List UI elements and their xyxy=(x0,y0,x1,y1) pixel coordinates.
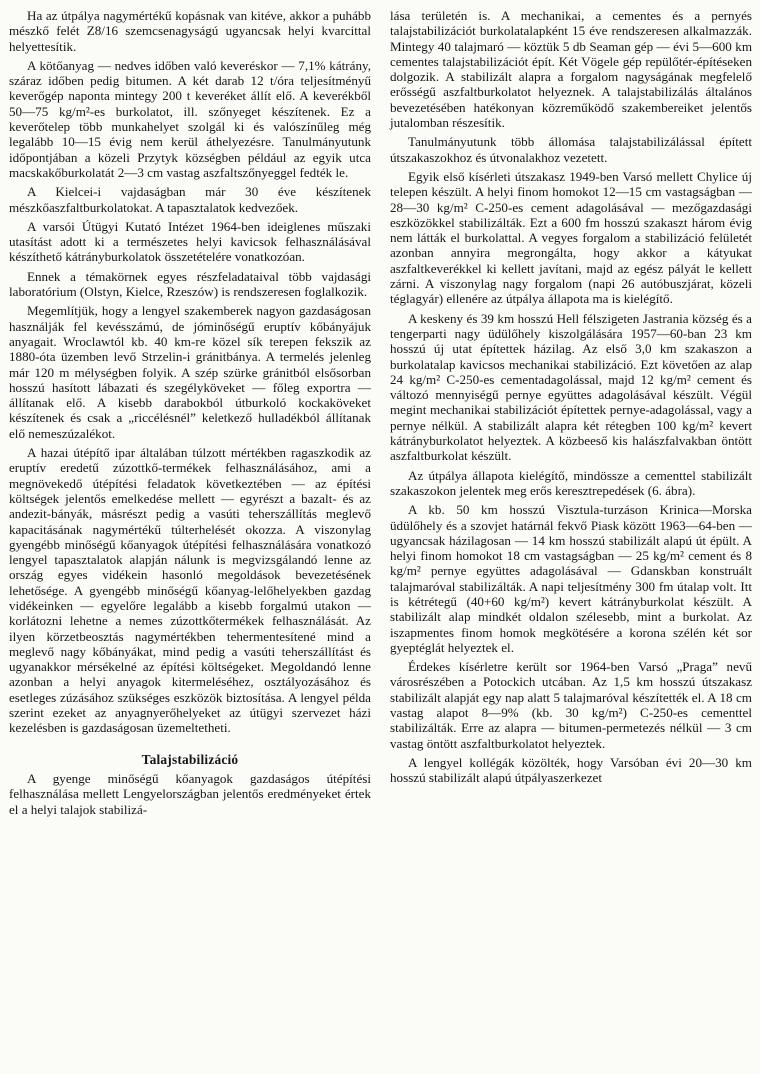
paragraph: Megemlítjük, hogy a lengyel szakemberek nagyon gazdaságosan használják fel kevésszámú, de jóminőségű eruptív kőbányájuk anyagait. Wroclawtól kb. 40 km-re közel sík terepen fekszik az 1880-óta üzemben levő Strzelin-i gránitbánya. A termelés jelenleg már 120 m mélységben folyik. A szép szürke gránitból elsősorban hosszú hasított lábazati és szegélyköveket — főleg exportra — állítanak elő. A kisebb darabokból útburkoló kockaköveket készítenek és csak a „riccélésnél” keletkező hulladékból állítanak elő nemeszúzalékot. xyxy=(9,303,371,441)
paragraph: Ennek a témakörnek egyes részfeladataival több vajdasági laboratórium (Olstyn, Kielce, Rzeszów) is rendszeresen foglalkozik. xyxy=(9,268,371,300)
section-heading: Talajstabilizáció xyxy=(141,751,239,767)
right-column xyxy=(390,8,752,790)
paragraph: Tanulmányutunk több állomása talajstabilizálással épített útszakaszokhoz és útvonalakhoz vezetett. xyxy=(390,134,752,165)
paragraph: A gyenge minőségű kőanyagok gazdaságos útépítési felhasználása mellett Lengyelországban jelentős eredményeket értek el a helyi talajok stabilizá- xyxy=(9,770,371,817)
paragraph: A kb. 50 km hosszú Visztula-turzáson Krinica—Morska üdülőhely és a szovjet határnál fekvő Piask között 1963—64-ben — ugyancsak házilagosan — 14 km hosszú stabilizált alapú út épült. A helyi finom homokot 18 cm vastagságban — 25 kg/m² cement és 8 kg/m² pernye együttes adagolásával — Gdanskban konstruált talajmaróval stabilizálták. A napi teljesítmény 300 fm útalap volt. Itt is kétrétegű (40+60 kg/m²) kevert kátrányburkolat készült. A stabilizált alap mindkét oldalon szélesebb, mint a burkolat. Az iszapmentes finom homok megkötésére a korona szélén két sor gyeptéglát helyeztek el. xyxy=(390,502,752,655)
paragraph: A keskeny és 39 km hosszú Hell félszigeten Jastrania község és a tengerparti nagy üdülőhely kiszolgálására 1957—60-ban 23 km hosszú új utat építettek házilag. Az első 3,0 km szakaszon a burkolatalap kavicsos mechanikai stabilizáció. Ezt követően az alap 24 kg/m² C-250-es cementadagolással, majd 12 kg/m² cement és változó mennyiségű pernye együttes adagolásával készült. Végül megint mechanikai stabilizációt építettek pernye-adagolással, vagy a pernye nélkül. A stabilizált alapra két rétegben 100 kg/m² kevert kátrányburkolatot helyeztek. A közbeeső kis halászfalvakban öntött aszfaltburkolat készült. xyxy=(390,310,752,464)
paragraph: lása területén is. A mechanikai, a cementes és a pernyés talajstabilizációt burkolatalapként 15 éve rendszeresen alkalmazzák. Mintegy 40 talajmaró — köztük 5 db Seaman gép — évi 5—600 km cementes talajstabilizációt épít. Két Vögele gép repülőtér-építéseken dolgozik. A stabilizált alapra a forgalom nagyságának megfelelő erősségű aszfaltburkolatot helyeznek. A talajstabilizálás általános bevezetésében hatékonyan közreműködő szakembereiket jelentős jutalomban részesítik. xyxy=(390,8,752,131)
paragraph: Ha az útpálya nagymértékű kopásnak van kitéve, akkor a puhább mészkő felét Z8/16 szemcsenagyságú ugyancsak helyi kvarcittal helyettesítik. xyxy=(9,8,371,54)
paragraph: Érdekes kísérletre került sor 1964-ben Varsó „Praga” nevű városrészében a Potockich utcában. Az 1,5 km hosszú útszakasz stabilizált alapját egy nap alatt 5 talajmaróval készítették el. A 18 cm vastag alapot 8—9% (kb. 30 kg/m²) C-250-es cementtel stabilizálták. Erre az alapra — bitumen-permetezés nélkül — 3 cm vastag öntött aszfaltburkolatot helyeztek. xyxy=(390,659,752,751)
paragraph: A kötőanyag — nedves időben való keveréskor — 7,1% kátrány, száraz időben pedig bitumen. A két darab 12 t/óra teljesítményű keverőgép naponta mintegy 200 t keveréket állít elő. A keverékből 50—75 kg/m²-es burkolatot, ill. szőnyeget készítenek. Ez a keverőtelep több munkahelyet szolgál ki és valószínűleg még legalább 10—15 évig nem kerül áthelyezésre. Tanulmányutunk időpontjában a közeli Przytyk községben például az egyik utca macskakőburkolatát 2—3 cm vastag aszfaltszőnyeggel fedték le. xyxy=(9,57,371,180)
left-column xyxy=(9,8,371,821)
paragraph: A lengyel kollégák közölték, hogy Varsóban évi 20—30 km hosszú stabilizált alapú útpályaszerkezet xyxy=(390,754,752,786)
paragraph: A varsói Útügyi Kutató Intézet 1964-ben ideiglenes műszaki utasítást adott ki a természetes helyi kavicsok felhasználásával készíthető kátrányburkolatok összetételére vonatkozóan. xyxy=(9,218,371,265)
paragraph: Egyik első kísérleti útszakasz 1949-ben Varsó mellett Chylice új telepen készült. A helyi finom homokot 12—15 cm vastagságban — 28—30 kg/m² C-250-es cement adagolásával — mezőgazdasági eszközökkel stabilizálták. Ezt a 600 fm hosszú szakaszt három évig nem látták el burkolattal. A vegyes forgalom a stabilizáció felületét azonban annyira megrongálta, hogy akkor a kátyukat aszfaltkeverékkel ki kellett javítani, majd az egész pályát le kellett zárni. A viszonylag nagy forgalom (napi 26 autóbuszjárat, közeli téglagyár) ellenére az útpálya állapota ma is kielégítő. xyxy=(390,168,752,307)
paragraph: A hazai útépítő ipar általában túlzott mértékben ragaszkodik az eruptív eredetű zúzottkő-termékek felhasználásához, ami a megnövekedő útépítési feladatok következtében — az építési költségek jelentős emelkedése mellett — egyrészt a bazalt- és az andezit-bányák, másrészt pedig a vasúti teherszállítás meglevő kapacitásának nagymértékű túlterhelését okozza. A viszonylag gyengébb minőségű kőanyagok útépítési felhasználására vonatkozó lengyel tapasztalatok alapján nálunk is megvizsgálandó lenne az ország egyes vidékein hasonló megoldások bevezetésének lehetősége. A gyengébb minőségű kőanyag-lelőhelyekben gazdag vidékeinken — egyelőre legalább a kisebb forgalmú utakon — korlátozni lehetne a nemes zúzottkőtermékek felhasználását. Az ilyen körzetbeosztás nagymértékben tehermentesítené mind a meglevő nagy kőbányákat, mind pedig a vasúti teherszállítást és ugyanakkor mérsékelné az építési költségeket. Megoldandó lenne azonban a helyi anyagok kitermeléséhez, osztályozásához és esetleges zúzásához szükséges eszközök biztosítása. A lengyel példa szerint ezeket az anyagnyerőhelyeket az útügyi szervezet házi kezelésben is gazdaságosan üzemeltetheti. xyxy=(9,445,371,736)
paragraph: Az útpálya állapota kielégítő, mindössze a cementtel stabilizált szakaszokon jelentek meg erős keresztrepedések (6. ábra). xyxy=(390,467,752,498)
paragraph: A Kielcei-i vajdaságban már 30 éve készítenek mészkőaszfaltburkolatokat. A tapasztalatok kedvezőek. xyxy=(9,184,371,215)
